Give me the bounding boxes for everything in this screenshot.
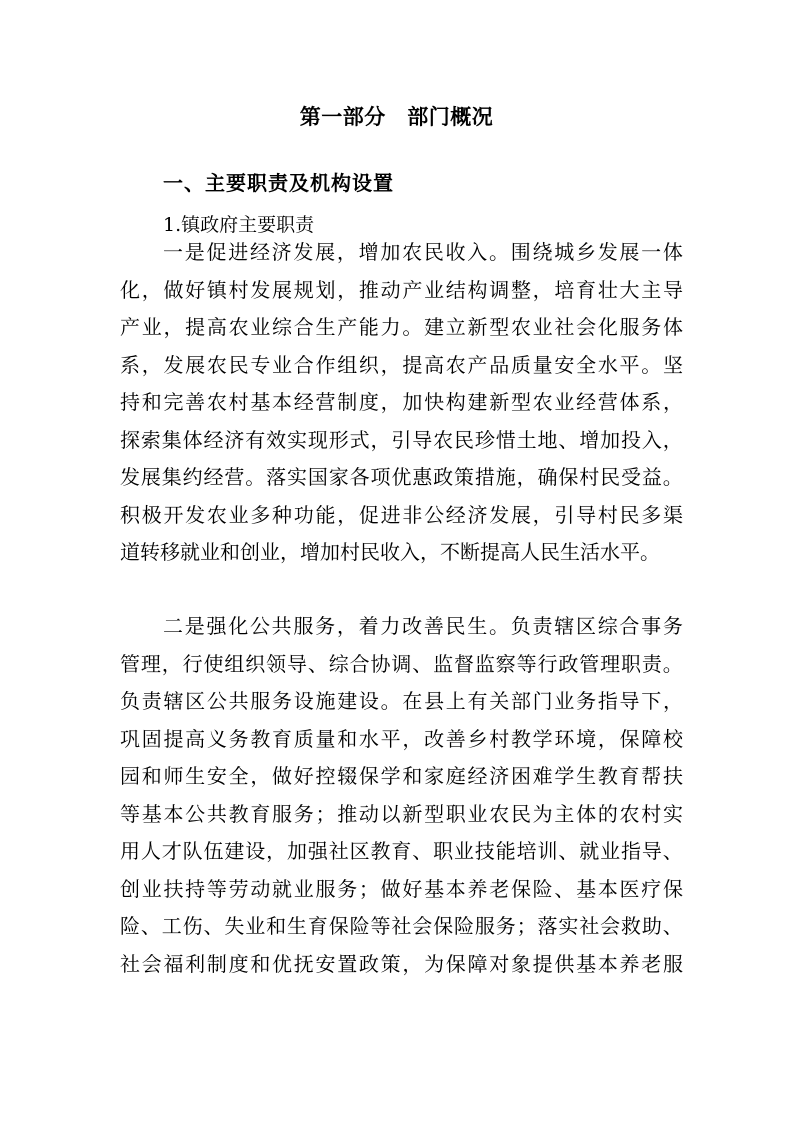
text-line: 社 会 福 利 制 度 和 优 抚 安 置 政 策 ， 为 保 障 对 象 提 供 基 本 养 老 服 bbox=[120, 951, 683, 976]
text-line: 负 责 辖 区 公 共 服 务 设 施 建 设 。 在 县 上 有 关 部 门 业 务 指 导 下 ， bbox=[120, 689, 683, 713]
text-line: 积 极 开 发 农 业 多 种 功 能 ， 促 进 非 公 经 济 发 展 ， 引 导 村 民 多 渠 bbox=[120, 502, 683, 527]
text-line: 创 业 扶 持 等 劳 动 就 业 服 务 ； 做 好 基 本 养 老 保 险 、 基 本 医 疗 保 bbox=[120, 876, 683, 901]
text-line: 等 基 本 公 共 教 育 服 务 ； 推 动 以 新 型 职 业 农 民 为 主 体 的 农 村 实 bbox=[120, 801, 683, 826]
text-line: 险 、 工 伤 、 失 业 和 生 育 保 险 等 社 会 保 险 服 务 ； 落 实 社 会 救 助 、 bbox=[120, 914, 683, 938]
text-line: 系 ， 发 展 农 民 专 业 合 作 组 织 ， 提 高 农 产 品 质 量 安 全 水 平 。 坚 bbox=[120, 352, 683, 377]
text-line: 用 人 才 队 伍 建 设 ， 加 强 社 区 教 育 、 职 业 技 能 培 训 、 就 业 指 导 、 bbox=[120, 839, 683, 863]
text-line: 道 转 移 就 业 和 创 业 ， 增 加 村 民 收 入 ， 不 断 提 高 人 民 生 活 水 平 。 bbox=[120, 540, 660, 564]
text-line: 持 和 完 善 农 村 基 本 经 营 制 度 ， 加 快 构 建 新 型 农 业 经 营 体 系 ， bbox=[120, 390, 683, 414]
page-title: 第一部分 部门概况 bbox=[299, 104, 494, 129]
section-heading: 一、主要职责及机构设置 bbox=[163, 171, 394, 195]
text-line: 发 展 集 约 经 营 。 落 实 国 家 各 项 优 惠 政 策 措 施 ， 确 保 村 民 受 益 。 bbox=[120, 465, 683, 489]
text-line: 化 ， 做 好 镇 村 发 展 规 划 ， 推 动 产 业 结 构 调 整 ， 培 育 壮 大 主 导 bbox=[120, 277, 683, 302]
text-line: 一 是 促 进 经 济 发 展 ， 增 加 农 民 收 入 。 围 绕 城 乡 发 展 一 体 bbox=[163, 240, 683, 264]
subsection-heading: 1.镇政府主要职责 bbox=[163, 214, 315, 236]
text-line: 二 是 强 化 公 共 服 务 ， 着 力 改 善 民 生 。 负 责 辖 区 综 合 事 务 bbox=[163, 614, 683, 638]
text-line: 园 和 师 生 安 全 ， 做 好 控 辍 保 学 和 家 庭 经 济 困 难 学 生 教 育 帮 扶 bbox=[120, 764, 683, 788]
text-line: 探 索 集 体 经 济 有 效 实 现 形 式 ， 引 导 农 民 珍 惜 土 地 、 增 加 投 入 ， bbox=[120, 427, 683, 452]
text-line: 产 业 ， 提 高 农 业 综 合 生 产 能 力 。 建 立 新 型 农 业 社 会 化 服 务 体 bbox=[120, 315, 683, 339]
text-line: 管 理 ， 行 使 组 织 领 导 、 综 合 协 调 、 监 督 监 察 等 行 政 管 理 职 责 。 bbox=[120, 651, 683, 676]
text-line: 巩 固 提 高 义 务 教 育 质 量 和 水 平 ， 改 善 乡 村 教 学 环 境 ， 保 障 校 bbox=[120, 726, 683, 751]
